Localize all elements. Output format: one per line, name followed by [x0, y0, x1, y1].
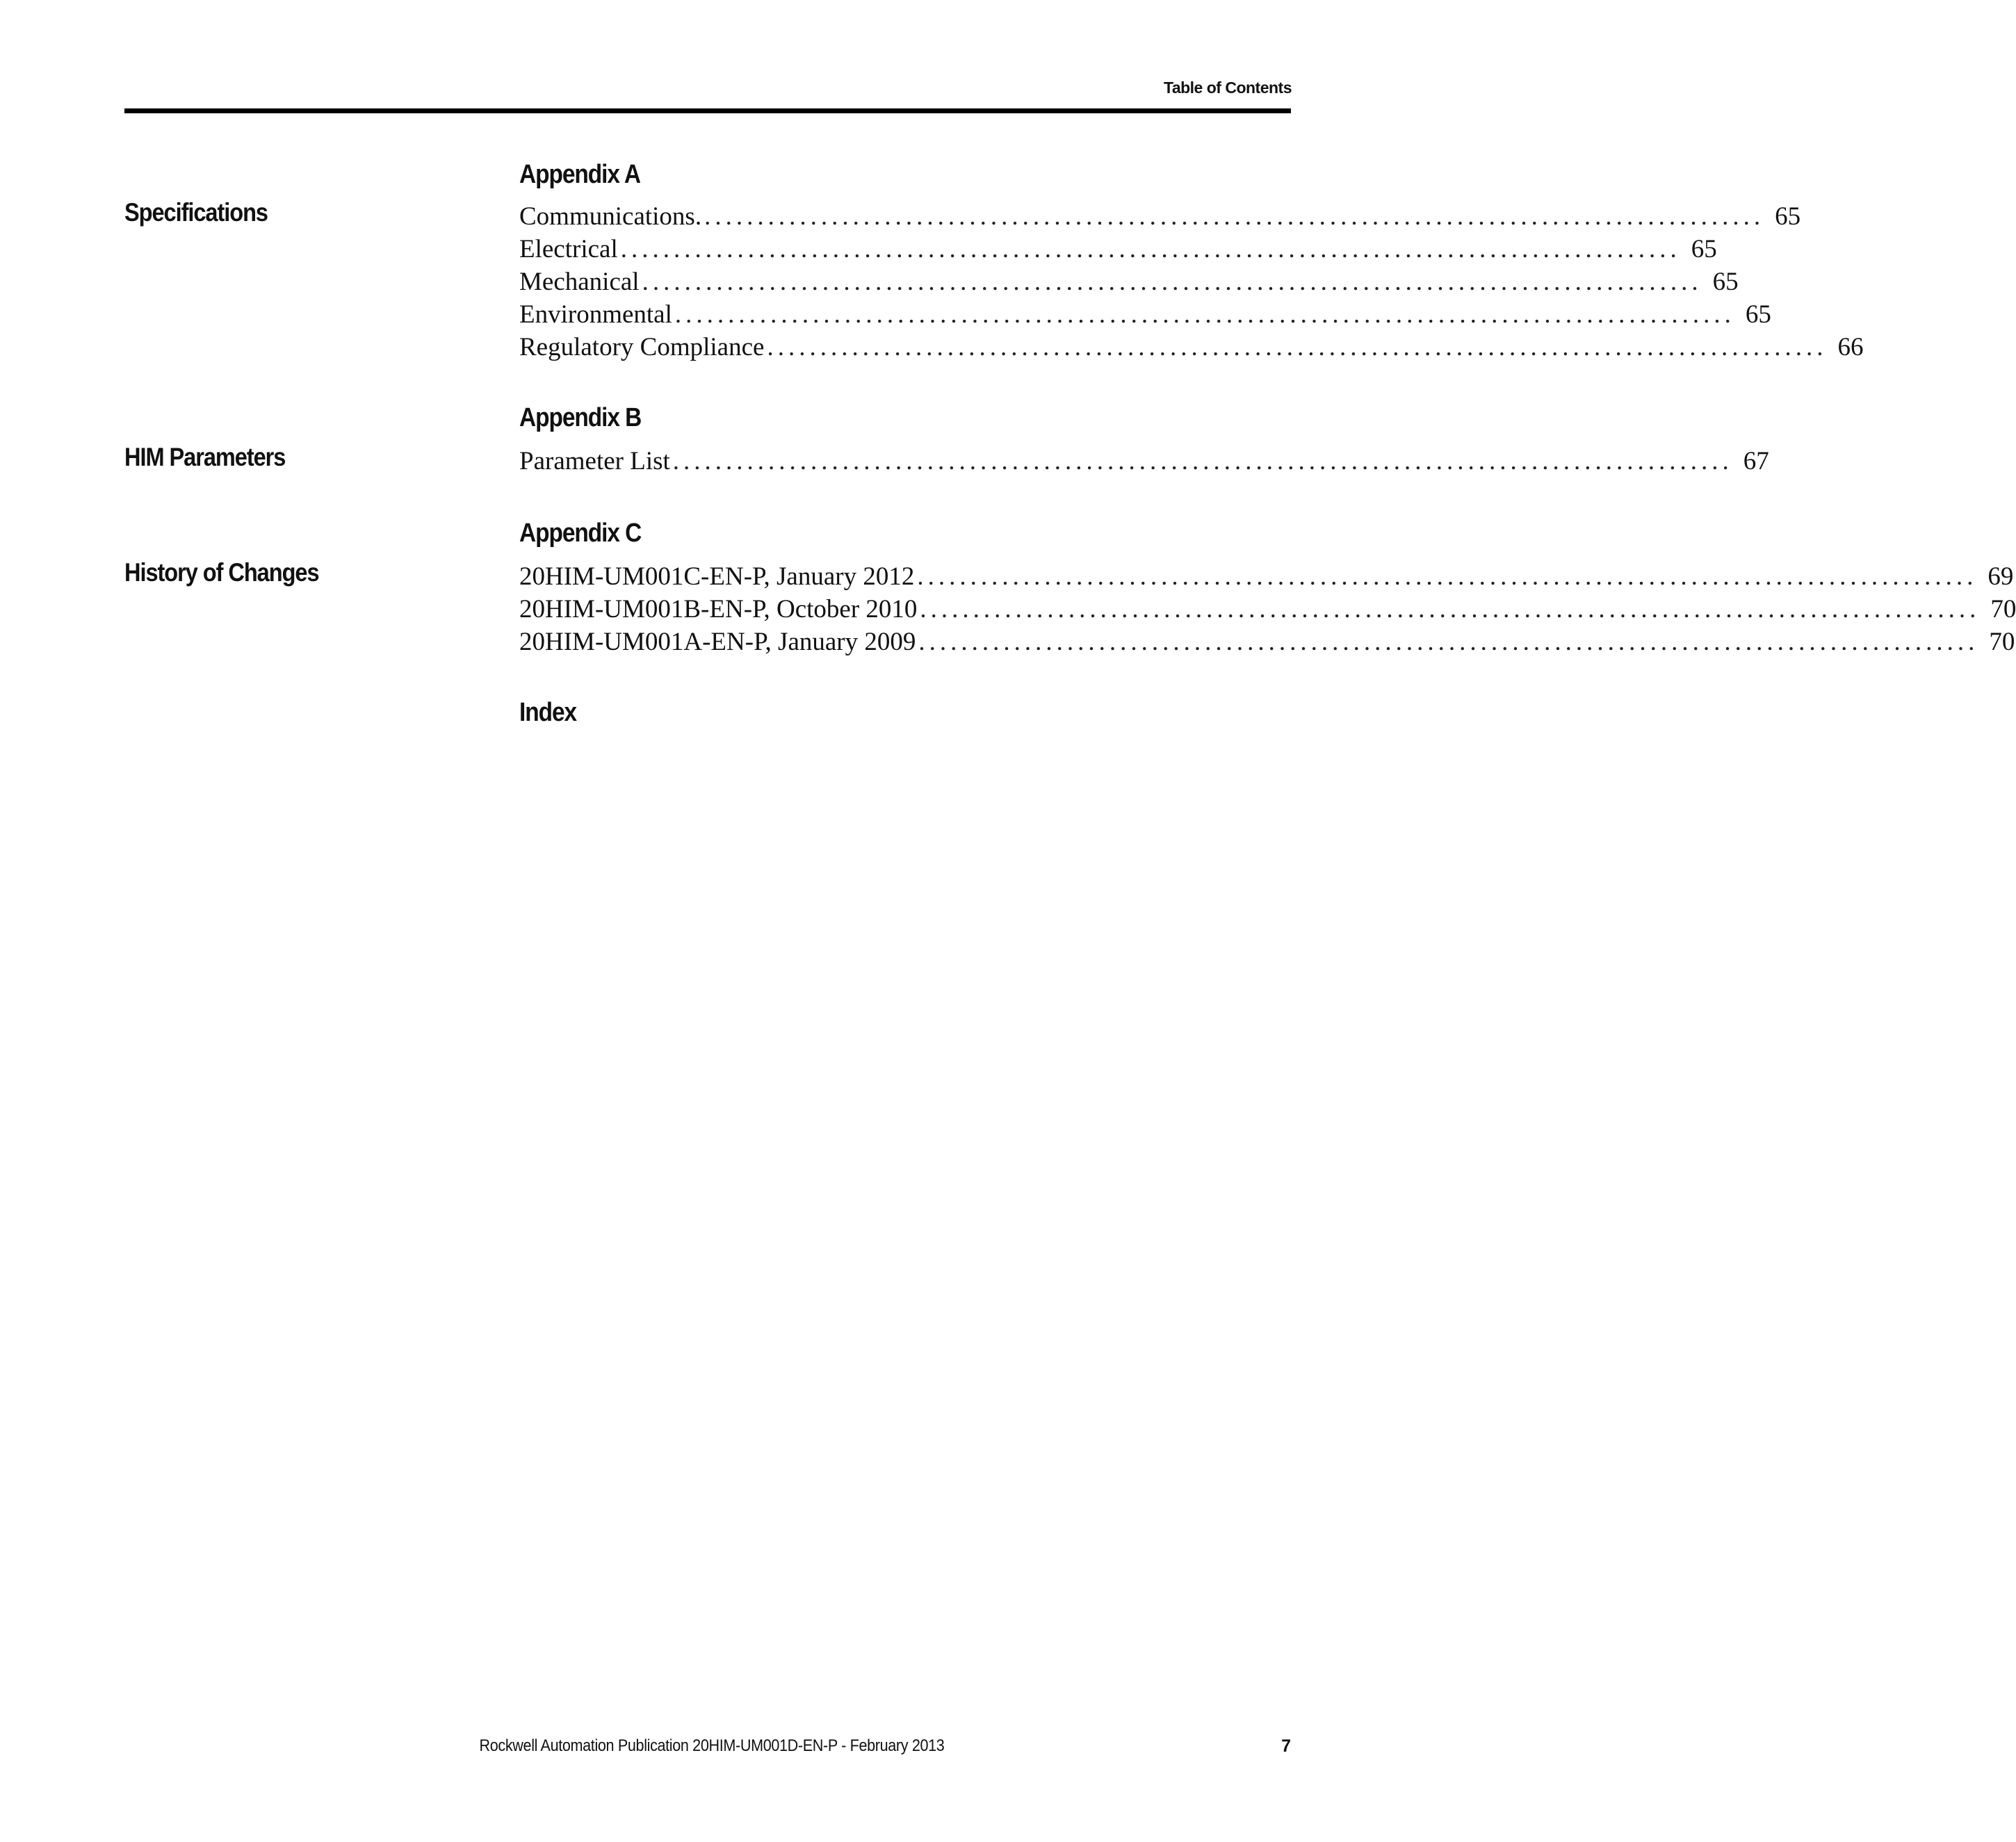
leader-dots: .................................................................................................... — [620, 235, 1681, 263]
toc-entry-page: 66 — [1837, 333, 1864, 361]
toc-entry[interactable] — [519, 298, 1771, 331]
toc-entry-page: 70 — [1990, 595, 2016, 623]
appendix-b-heading[interactable]: Appendix B — [519, 403, 642, 432]
appendix-a-heading[interactable]: Appendix A — [519, 160, 640, 189]
leader-dots: .................................................................................................... — [920, 595, 1981, 623]
toc-entry-label: Parameter List — [519, 447, 670, 475]
toc-entry-page: 65 — [1775, 202, 1801, 231]
toc-entry-page: 67 — [1743, 447, 1769, 475]
toc-entry[interactable] — [519, 626, 2015, 658]
footer-publication: Rockwell Automation Publication 20HIM-UM001D-EN-P - February 2013 — [479, 1736, 945, 1755]
leader-dots: .................................................................................................... — [672, 447, 1733, 475]
index-heading[interactable]: Index — [519, 698, 577, 727]
toc-entry-page: 70 — [1989, 628, 2015, 656]
toc-entry-label: Environmental — [519, 300, 672, 329]
toc-entry[interactable] — [519, 445, 1769, 478]
leader-dots: .................................................................................................... — [917, 562, 1978, 591]
toc-entry-page: 65 — [1691, 235, 1717, 263]
toc-entry-label: Regulatory Compliance — [519, 333, 765, 361]
footer-page-number: 7 — [1281, 1736, 1291, 1756]
running-header-title: Table of Contents — [1163, 79, 1292, 97]
toc-entry-page: 65 — [1712, 268, 1739, 296]
toc-entry[interactable] — [519, 593, 2016, 626]
appendix-c-heading[interactable]: Appendix C — [519, 519, 642, 548]
toc-entry-label: 20HIM-UM001C-EN-P, January 2012 — [519, 562, 915, 591]
section-title-specifications: Specifications — [124, 198, 268, 227]
header-rule — [124, 108, 1291, 113]
toc-entry-label: Mechanical — [519, 268, 640, 296]
leader-dots: .................................................................................................... — [767, 333, 1828, 361]
toc-list-appendix-a — [519, 200, 1864, 364]
toc-entry-page: 69 — [1987, 562, 2014, 591]
leader-dots: .................................................................................................... — [642, 268, 1702, 296]
leader-dots: .................................................................................................... — [674, 300, 1735, 329]
section-title-him-parameters: HIM Parameters — [124, 443, 286, 471]
toc-list-appendix-c — [519, 560, 2016, 658]
toc-entry-label: Electrical — [519, 235, 618, 263]
section-title-history-of-changes: History of Changes — [124, 558, 319, 587]
toc-entry-label: 20HIM-UM001A-EN-P, January 2009 — [519, 628, 916, 656]
toc-entry[interactable] — [519, 560, 2014, 593]
toc-entry-page: 65 — [1745, 300, 1771, 329]
toc-entry[interactable] — [519, 200, 1801, 233]
toc-entry[interactable] — [519, 331, 1864, 364]
toc-entry[interactable] — [519, 266, 1739, 298]
toc-entry[interactable] — [519, 233, 1717, 266]
leader-dots: .................................................................................................... — [704, 202, 1765, 231]
leader-dots: .................................................................................................... — [918, 628, 1979, 656]
toc-list-appendix-b — [519, 445, 1769, 478]
toc-entry-label: Communications. — [519, 202, 702, 231]
toc-entry-label: 20HIM-UM001B-EN-P, October 2010 — [519, 595, 918, 623]
